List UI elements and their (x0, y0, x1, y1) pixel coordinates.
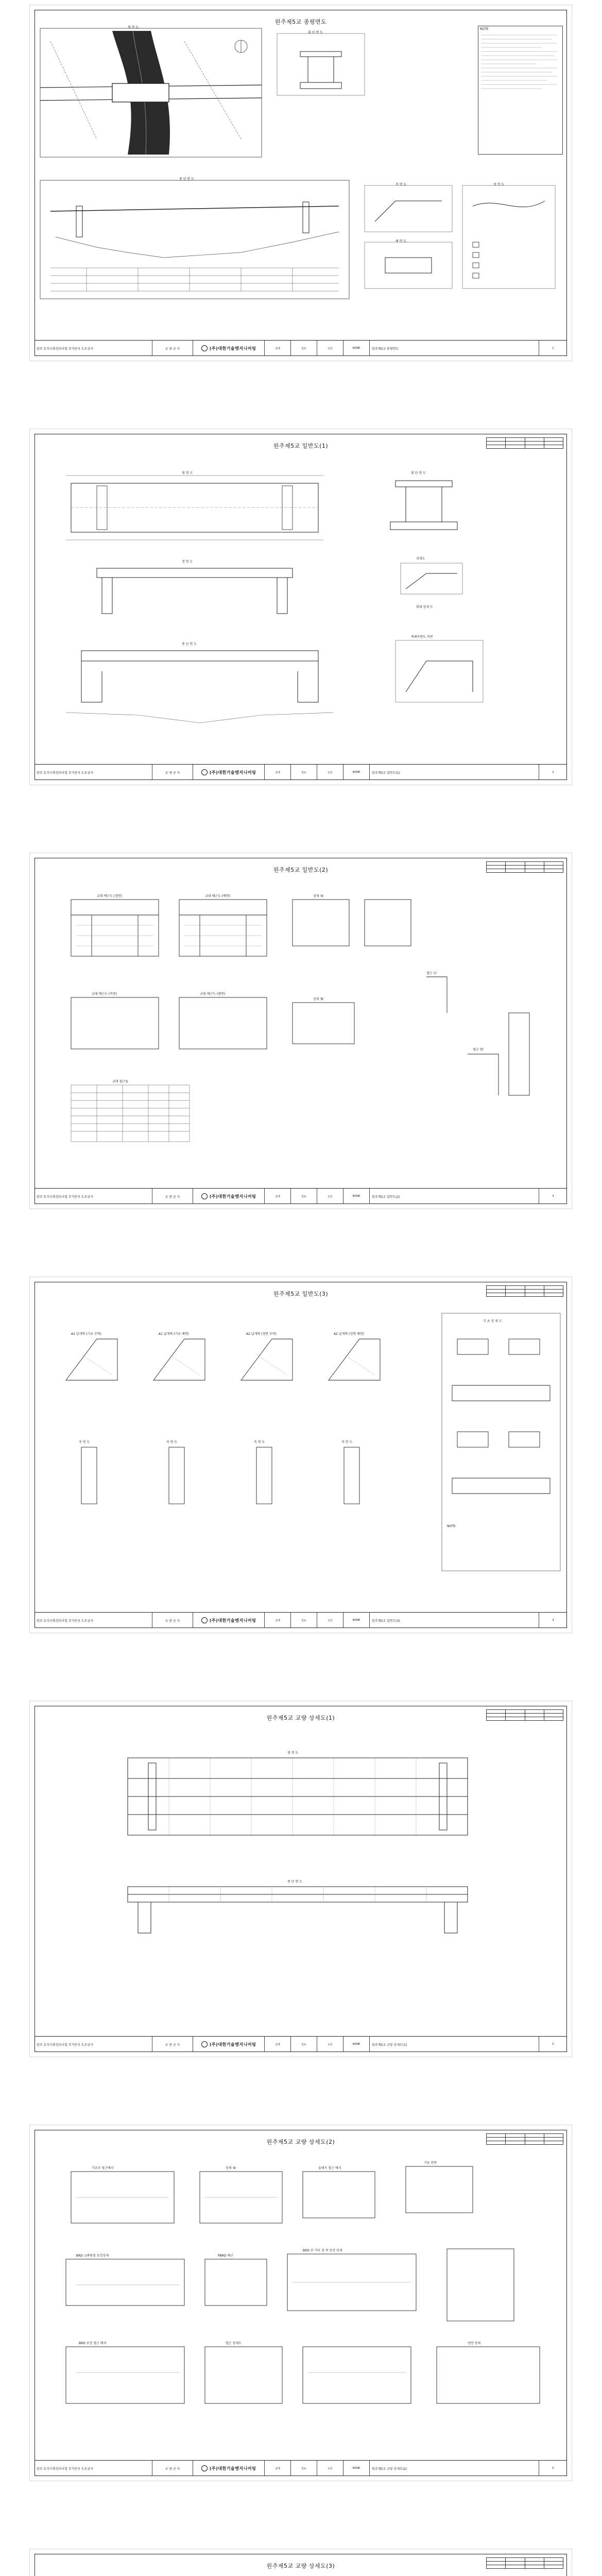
tb-checked: 검토 (291, 1613, 317, 1628)
view-label: PBRD 배근 (218, 2254, 234, 2258)
notes-title: NOTE (480, 27, 489, 31)
sheet-title: 원주제5교 교량 상세도(1) (266, 1715, 335, 1721)
tb-drawn: 설계 (265, 2037, 291, 2052)
view-label: A2 날개벽 (정면 배면) (334, 1332, 364, 1336)
detail-drawing-3 (35, 2554, 567, 2576)
tb-scale: NONE (343, 1189, 370, 1204)
tb-sheet-number: 3 (552, 1195, 554, 1198)
view-label: 상세 'A' (226, 2166, 236, 2170)
view-label: 상세 'B' (313, 997, 324, 1001)
tb-approved: 승인 (317, 1189, 343, 1204)
notes-box (478, 26, 563, 155)
tb-sub: 교 량 공 사 (152, 2037, 193, 2052)
tb-project: 원주 토지구획정리사업 주거단지 도로공사 (35, 2461, 152, 2476)
logo-icon (201, 1193, 208, 1199)
view-label: 기초부 철근배치 (92, 2166, 114, 2170)
view-label: 확대 상세 도 (416, 605, 433, 609)
view-label: 측 면 도 (166, 1440, 178, 1444)
tb-checked: 검토 (291, 1189, 317, 1204)
general-drawing-3 (35, 1282, 567, 1612)
drawing-sheet-6 (30, 2125, 572, 2481)
tb-sub: 교 량 공 사 (152, 765, 193, 780)
title-block (35, 1188, 567, 1204)
view-label: A1 날개벽 (기초 부착) (71, 1332, 101, 1336)
sheet-title: 원주제5교 교량 상세도(2) (266, 2139, 335, 2145)
notes-title: NOTE (447, 1524, 456, 1528)
tb-project: 원주 토지구획정리사업 주거단지 도로공사 (35, 1189, 152, 1204)
company-logo: (주)대한기술엔지니어링 (193, 765, 265, 780)
company-logo: (주)대한기술엔지니어링 (193, 2037, 265, 2052)
view-label: 벽체측면도 측면 (411, 635, 433, 639)
tb-drawing-name: 원주제5교 일반도(2) (370, 1189, 539, 1204)
section-view-label: 횡 단 면 도 (308, 31, 323, 35)
view-label: 측 면 도 (341, 1440, 353, 1444)
view-label: 철근 'D' (473, 1048, 484, 1052)
logo-icon (201, 1617, 208, 1623)
general-drawing-1 (35, 434, 567, 764)
tb-project: 원주 토지구획정리사업 주거단지 도로공사 (35, 1613, 152, 1628)
tb-drawing-name: 원주제5교 일반도(3) (370, 1613, 539, 1628)
view-label: 교대 배근도 (정면) (97, 894, 123, 898)
tb-drawing-name: 원주제5교 교량 상세도(2) (370, 2461, 539, 2476)
drawing-sheet-1 (30, 5, 572, 361)
tb-approved: 승인 (317, 2037, 343, 2052)
detail-drawing-2 (35, 2130, 567, 2460)
drawing-sheet-2 (30, 429, 572, 785)
tb-project: 원주 토지구획정리사업 주거단지 도로공사 (35, 765, 152, 780)
title-block (35, 2036, 567, 2052)
title-block (35, 340, 567, 356)
view-label: A1 날개벽 (기초 배면) (159, 1332, 189, 1336)
view-label: 정 면 도 (182, 560, 193, 564)
view-label: 횡 단 면 도 (411, 471, 426, 475)
tb-checked: 검토 (291, 341, 317, 356)
title-block (35, 764, 567, 780)
view-label: 교대 배근도 (배면) (205, 894, 231, 898)
sheet-title: 원주제5교 일반도(3) (273, 1291, 329, 1297)
view-label: BRD 주 거더 정 착 보강 상세 (303, 2249, 342, 2252)
tb-sub: 교 량 공 사 (152, 1613, 193, 1628)
tb-drawn: 설계 (265, 2461, 291, 2476)
tb-approved: 승인 (317, 1613, 343, 1628)
tb-drawn: 설계 (265, 1613, 291, 1628)
view-label: A2 날개벽 (정면 부착) (246, 1332, 277, 1336)
sheet-frame (35, 2554, 567, 2576)
view-label: 철근 상세도 (226, 2342, 242, 2345)
tb-drawn: 설계 (265, 1189, 291, 1204)
view-label: 상세 'A' (313, 894, 324, 898)
tb-scale: NONE (343, 765, 370, 780)
notes-lines (480, 32, 560, 148)
logo-icon (201, 2465, 208, 2471)
sheet-title: 원주제5교 일반도(1) (273, 443, 329, 449)
sheet-frame (35, 10, 567, 356)
detail-drawing-1 (35, 1706, 567, 2036)
tb-sub: 교 량 공 사 (152, 2461, 193, 2476)
side-view-label-3: 정 면 도 (493, 183, 505, 187)
tb-approved: 승인 (317, 2461, 343, 2476)
plan-view-label: 평 면 도 (128, 26, 139, 29)
general-drawing-2 (35, 858, 567, 1188)
view-label: 교대 배근도 (측면) (92, 992, 117, 996)
view-label: 상세도 (416, 557, 425, 561)
view-label: 평 면 도 (182, 471, 193, 475)
side-view-label-2: 배 면 도 (395, 240, 407, 243)
logo-icon (201, 2041, 208, 2047)
tb-drawn: 설계 (265, 341, 291, 356)
view-label: 종 단 면 도 (182, 642, 197, 646)
tb-drawing-name: 원주제5교 교량 상세도(1) (370, 2037, 539, 2052)
company-logo: (주)대한기술엔지니어링 (193, 2461, 265, 2476)
tb-scale: NONE (343, 341, 370, 356)
drawing-sheet-7 (30, 2549, 572, 2576)
tb-drawn: 설계 (265, 765, 291, 780)
tb-drawing-name: 원주제5교 일반도(1) (370, 765, 539, 780)
drawing-sheet-3 (30, 853, 572, 1209)
tb-checked: 검토 (291, 2461, 317, 2476)
view-label: BRD 교좌받침 보강상세 (76, 2254, 109, 2258)
sheet-frame (35, 2130, 567, 2476)
tb-sheet-number: 2 (552, 771, 554, 774)
tb-project: 원주 토지구획정리사업 주거단지 도로공사 (35, 2037, 152, 2052)
logo-icon (201, 769, 208, 775)
view-label: 교대 배근도 (평면) (200, 992, 226, 996)
logo-icon (201, 345, 208, 351)
title-block (35, 2460, 567, 2476)
view-label: 기둥 단면 (424, 2161, 437, 2165)
tb-sheet-number: 4 (552, 1619, 554, 1622)
view-label: BRD 보강 철근 배치 (79, 2342, 107, 2345)
sheet-frame (35, 1706, 567, 2052)
sheet-title: 원주제5교 교량 상세도(3) (266, 2563, 335, 2569)
view-label: 측 면 도 (79, 1440, 90, 1444)
tb-sub: 교 량 공 사 (152, 341, 193, 356)
view-label: 단면 상세 (468, 2342, 481, 2345)
sheet-title: 원주제5교 종평면도 (274, 19, 327, 25)
tb-project: 원주 토지구획정리사업 주거단지 도로공사 (35, 341, 152, 356)
tb-sheet-number: 1 (552, 347, 554, 350)
side-panel-title: 기 초 상 세 도 (483, 1319, 502, 1323)
tb-sheet-number: 6 (552, 2467, 554, 2470)
company-logo: (주)대한기술엔지니어링 (193, 1189, 265, 1204)
tb-approved: 승인 (317, 765, 343, 780)
view-label: 슬래브 철근 배치 (318, 2166, 341, 2170)
side-view-label-1: 측 면 도 (395, 183, 407, 187)
tb-scale: NONE (343, 1613, 370, 1628)
tb-approved: 승인 (317, 341, 343, 356)
tb-drawing-name: 원주제5교 종평면도 (370, 341, 539, 356)
view-label: 평 면 도 (287, 1751, 299, 1755)
tb-scale: NONE (343, 2037, 370, 2052)
tb-sheet-number: 5 (552, 2043, 554, 2046)
title-block (35, 1612, 567, 1628)
view-label: 측 면 도 (254, 1440, 265, 1444)
sheet-frame (35, 858, 567, 1204)
profile-view-label: 종 단 면 도 (179, 177, 194, 181)
tb-scale: NONE (343, 2461, 370, 2476)
company-logo: (주)대한기술엔지니어링 (193, 341, 265, 356)
tb-checked: 검토 (291, 765, 317, 780)
drawing-sheet-4 (30, 1277, 572, 1633)
tb-checked: 검토 (291, 2037, 317, 2052)
tb-sub: 교 량 공 사 (152, 1189, 193, 1204)
view-label: 종 단 면 도 (287, 1880, 302, 1884)
view-label: 철근 'C' (426, 972, 437, 975)
sheet-title: 원주제5교 일반도(2) (273, 867, 329, 873)
drawing-sheet-5 (30, 1701, 572, 2057)
sheet-frame (35, 434, 567, 780)
sheet-frame (35, 1282, 567, 1628)
company-logo: (주)대한기술엔지니어링 (193, 1613, 265, 1628)
table-label: 교대 철근표 (112, 1080, 128, 1083)
